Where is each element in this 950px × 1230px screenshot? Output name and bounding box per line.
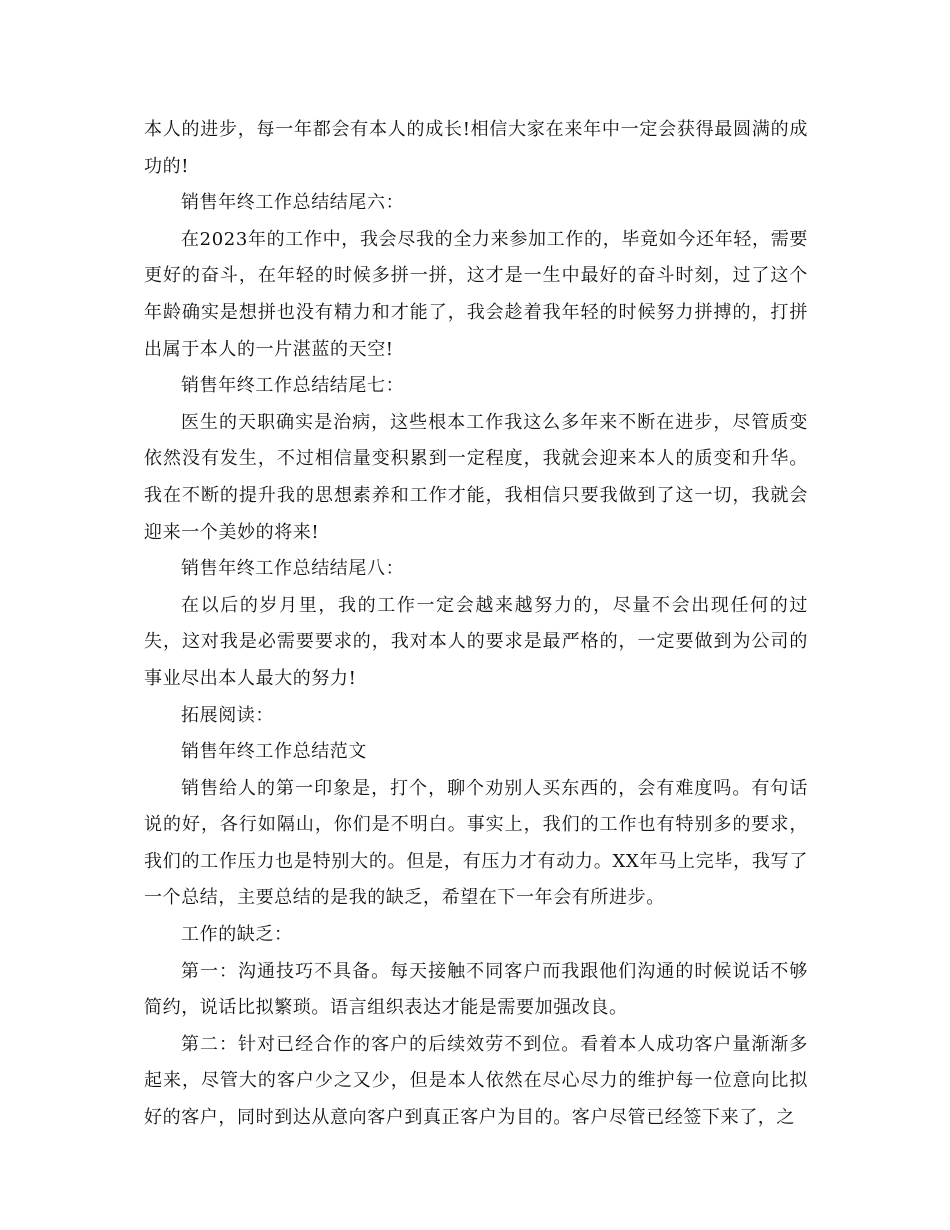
section-heading-sample-summary: 销售年终工作总结范文 [181,741,367,763]
paragraph-continuation: 本人的进步，每一年都会有本人的成长!相信大家在来年中一定会获得最圆满的成功的! [144,119,808,177]
paragraph-ending-eight: 在以后的岁月里，我的工作一定会越来越努力的，尽量不会出现任何的过失，这对我是必需要要求的，我对本人的要求是最严格的，一定要做到为公司的事业尽出本人最大的努力! [144,594,808,689]
section-heading-ending-seven: 销售年终工作总结结尾七： [181,375,405,397]
paragraph-ending-seven: 医生的天职确实是治病，这些根本工作我这么多年来不断在进步，尽管质变依然没有发生，不过相信量变积累到一定程度，我就会迎来本人的质变和升华。我在不断的提升我的思想素养和工作才能，我相信只要我做到了这一切，我就会迎来一个美妙的将来! [144,411,808,543]
paragraph-ending-six: 在2023年的工作中，我会尽我的全力来参加工作的，毕竟如今还年轻，需要更好的奋斗，在年轻的时候多拼一拼，这才是一生中最好的奋斗时刻，过了这个年龄确实是想拼也没有精力和才能了，我会趁着我年轻的时候努力拼搏的，打拼出属于本人的一片湛蓝的天空! [144,228,808,360]
section-heading-ending-eight: 销售年终工作总结结尾八： [181,558,405,580]
section-heading-shortcomings: 工作的缺乏： [181,924,293,946]
document-body [144,112,808,1137]
paragraph-shortcoming-one: 第一：沟通技巧不具备。每天接触不同客户而我跟他们沟通的时候说话不够简约，说话比拟繁琐。语言组织表达才能是需要加强改良。 [144,960,808,1019]
paragraph-sample-intro: 销售给人的第一印象是，打个，聊个劝别人买东西的，会有难度吗。有句话说的好，各行如隔山，你们是不明白。事实上，我们的工作也有特别多的要求，我们的工作压力也是特别大的。但是，有压力才有动力。XX年马上完毕，我写了一个总结，主要总结的是我的缺乏，希望在下一年会有所进步。 [144,777,808,909]
section-heading-ending-six: 销售年终工作总结结尾六： [181,192,405,214]
section-heading-extended-reading: 拓展阅读： [181,704,274,726]
paragraph-shortcoming-two: 第二：针对已经合作的客户的后续效劳不到位。看着本人成功客户量渐渐多起来，尽管大的客户少之又少，但是本人依然在尽心尽力的维护每一位意向比拟好的客户，同时到达从意向客户到真正客户为目的。客户尽管已经签下来了，之 [144,1033,808,1129]
